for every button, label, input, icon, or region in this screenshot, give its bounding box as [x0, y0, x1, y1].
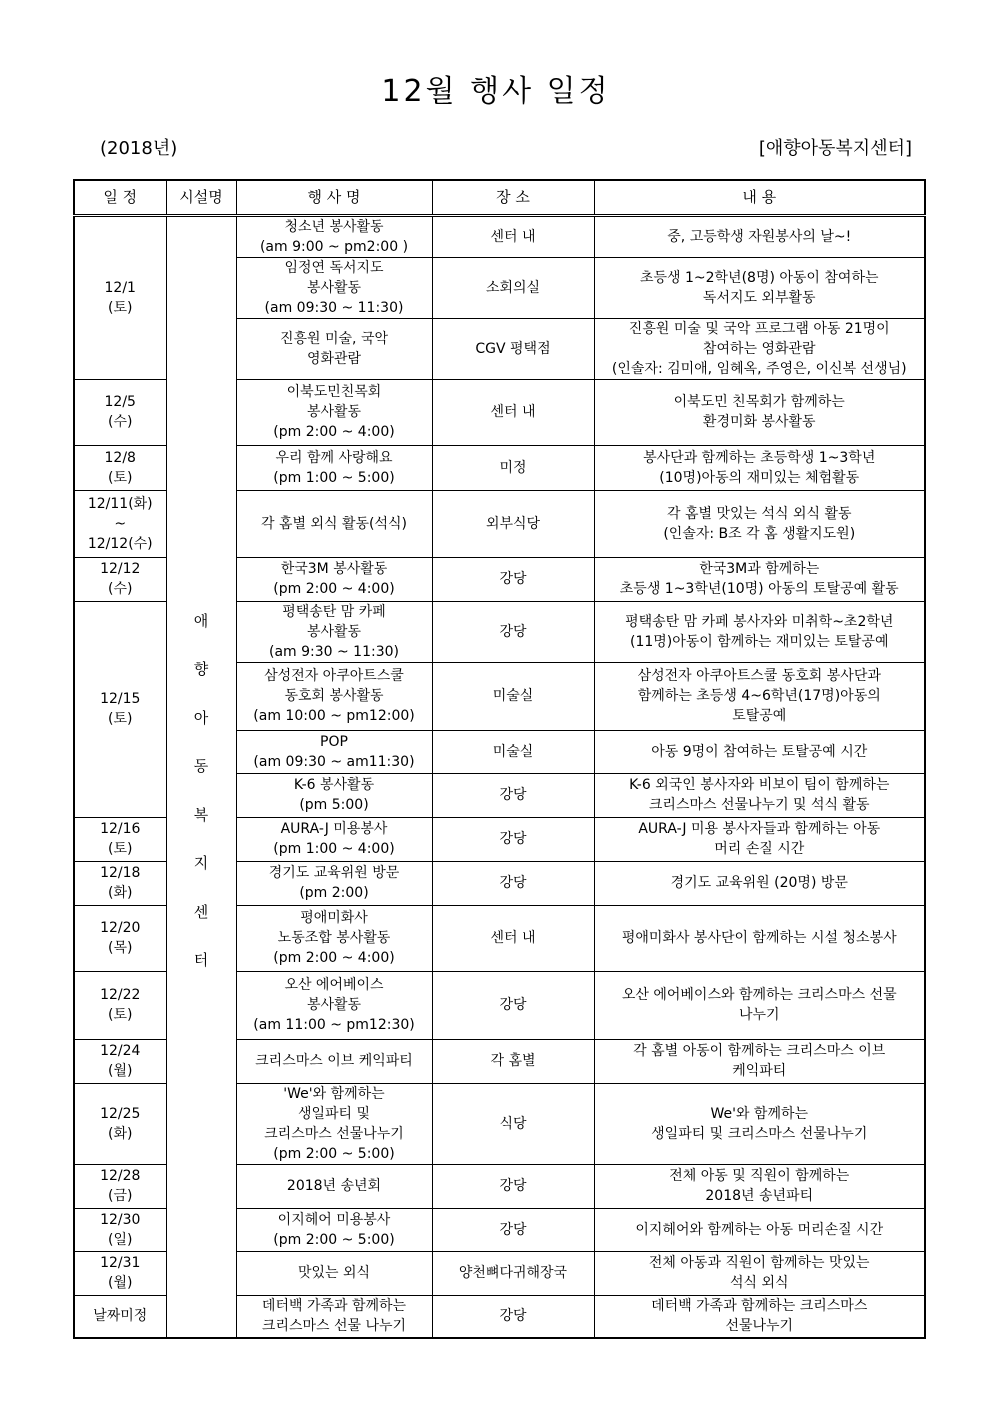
date-line: (월) — [108, 1063, 133, 1079]
date-cell — [74, 1208, 166, 1251]
date-cell — [74, 1251, 166, 1295]
content-line: 한국3M과 함께하는 — [699, 561, 820, 577]
event-name-cell — [236, 730, 432, 773]
event-name-line: AURA-J 미용봉사 — [280, 821, 388, 837]
event-name-line: 봉사활동 — [306, 279, 362, 296]
place-cell: 센터 내 — [432, 215, 594, 257]
event-name-line: 평애미화사 — [300, 910, 368, 926]
year-label: (2018년) — [100, 138, 178, 159]
event-name-cell — [236, 490, 432, 557]
event-name-line: 우리 함께 사랑해요 — [275, 449, 393, 466]
content-line: 토탈공예 — [732, 708, 787, 724]
date-line: 12/30 — [100, 1211, 141, 1228]
event-name-line: 오산 에어베이스 — [284, 977, 384, 993]
event-name-line: 영화관람 — [306, 350, 362, 367]
event-name-line: 크리스마스 선물나누기 — [264, 1125, 404, 1142]
event-name-cell — [236, 1083, 432, 1164]
event-name-line: 진흥원 미술, 국악 — [279, 330, 389, 347]
event-name-line: POP — [320, 733, 348, 750]
header-row — [74, 180, 925, 215]
event-name-line: K-6 봉사활동 — [293, 777, 375, 793]
content-line: (10명)아동의 재미있는 체험활동 — [659, 469, 860, 486]
content-cell — [594, 379, 925, 445]
place-cell: 강당 — [432, 861, 594, 905]
facility-char: 센 — [193, 902, 209, 921]
date-cell — [74, 379, 166, 445]
place-cell: 식당 — [432, 1083, 594, 1164]
content-line: 평택송탄 맘 카페 봉사자와 미취학~초2학년 — [625, 613, 894, 630]
event-name-line: 2018년 송년회 — [286, 1178, 382, 1194]
event-name-line: 크리스마스 이브 케익파티 — [255, 1053, 413, 1069]
content-cell — [594, 215, 925, 257]
date-line: 12/16 — [100, 821, 141, 837]
event-name-line: (am 10:00 ~ pm12:00) — [253, 708, 415, 724]
content-cell — [594, 861, 925, 905]
facility-char: 아 — [193, 708, 209, 727]
content-cell — [594, 490, 925, 557]
content-cell — [594, 557, 925, 601]
event-name-line: (pm 2:00 ~ 4:00) — [273, 424, 395, 440]
content-line: 나누기 — [738, 1007, 780, 1023]
event-name-cell — [236, 662, 432, 730]
date-line: 12/11(화) — [87, 495, 153, 512]
content-line: 데터백 가족과 함께하는 크리스마스 — [651, 1298, 868, 1315]
content-line: 이지헤어와 함께하는 아동 머리손질 시간 — [635, 1221, 884, 1238]
event-name-line: 봉사활동 — [306, 997, 362, 1013]
content-cell — [594, 773, 925, 817]
date-line: (일) — [108, 1231, 133, 1248]
event-name-line: 경기도 교육위원 방문 — [268, 865, 400, 881]
date-line: 12/1 — [104, 279, 136, 296]
content-cell — [594, 817, 925, 861]
place-cell: 강당 — [432, 601, 594, 662]
header-date: 일 정 — [74, 180, 166, 215]
content-line: 석식 외식 — [729, 1275, 789, 1291]
date-line: 12/24 — [100, 1043, 141, 1059]
content-line: 케익파티 — [732, 1063, 787, 1079]
date-cell — [74, 1083, 166, 1164]
date-line: 날짜미정 — [93, 1308, 148, 1325]
content-cell — [594, 1164, 925, 1208]
content-line: 진흥원 미술 및 국악 프로그램 아동 21명이 — [628, 320, 890, 337]
organization-label: [애향아동복지센터] — [758, 138, 912, 159]
date-line: (토) — [108, 469, 133, 486]
place-cell: 미술실 — [432, 662, 594, 730]
page-title: 12월 행사 일정 — [381, 74, 611, 109]
date-line: 12/31 — [100, 1255, 141, 1271]
date-line: 12/18 — [100, 865, 141, 881]
content-line: 평애미화사 봉사단이 함께하는 시설 청소봉사 — [621, 930, 897, 946]
facility-char: 향 — [193, 660, 209, 678]
content-cell — [594, 1039, 925, 1083]
event-name-line: (pm 2:00 ~ 4:00) — [273, 950, 395, 966]
place-cell: 소회의실 — [432, 257, 594, 318]
event-name-cell — [236, 1039, 432, 1083]
content-cell — [594, 1251, 925, 1295]
content-line: 전체 아동과 직원이 함께하는 맛있는 — [648, 1255, 870, 1271]
content-line: 각 홈별 맛있는 석식 외식 활동 — [666, 505, 852, 522]
event-name-line: 임정연 독서지도 — [284, 259, 384, 276]
event-name-line: 생일파티 및 — [297, 1105, 371, 1122]
date-line: 12/25 — [100, 1105, 141, 1122]
place-cell: CGV 평택점 — [432, 318, 594, 379]
date-line: 12/12 — [100, 561, 141, 577]
content-line: (인솔자: 김미애, 임혜옥, 주영은, 이신복 선생님) — [611, 360, 907, 377]
date-line: (목) — [108, 940, 133, 956]
event-name-line: (am 09:30 ~ am11:30) — [253, 753, 415, 770]
content-line: 2018년 송년파티 — [705, 1188, 814, 1204]
facility-char: 동 — [193, 757, 209, 775]
content-line: 전체 아동 및 직원이 함께하는 — [669, 1168, 850, 1184]
content-line: 오산 에어베이스와 함께하는 크리스마스 선물 — [621, 987, 897, 1003]
event-name-line: 데터백 가족과 함께하는 — [261, 1298, 407, 1315]
content-line: 선물나누기 — [725, 1318, 794, 1335]
content-line: 독서지도 외부활동 — [702, 289, 816, 306]
event-name-cell — [236, 1164, 432, 1208]
content-line: K-6 외국인 봉사자와 비보이 팀이 함께하는 — [629, 777, 890, 793]
event-name-line: (pm 1:00 ~ 5:00) — [273, 469, 395, 486]
content-cell — [594, 318, 925, 379]
event-name-line: 이지헤어 미용봉사 — [277, 1211, 391, 1228]
content-line: 참여하는 영화관람 — [702, 340, 816, 357]
date-line: (월) — [108, 1275, 133, 1291]
content-line: 아동 9명이 참여하는 토탈공예 시간 — [651, 743, 868, 760]
place-cell: 외부식당 — [432, 490, 594, 557]
date-line: (금) — [108, 1188, 133, 1204]
event-name-line: (am 09:30 ~ 11:30) — [264, 299, 404, 316]
date-line: 12/15 — [100, 691, 141, 707]
content-line: (11명)아동이 함께하는 재미있는 토탈공예 — [630, 633, 889, 650]
event-schedule-table — [73, 179, 926, 1339]
date-line: 12/28 — [100, 1168, 141, 1184]
header-place: 장 소 — [432, 180, 594, 215]
event-name-line: 동호회 봉사활동 — [284, 688, 384, 704]
date-line: (토) — [108, 299, 133, 316]
date-line: 12/22 — [100, 987, 141, 1003]
content-cell — [594, 445, 925, 490]
event-name-line: (pm 2:00 ~ 5:00) — [273, 1145, 395, 1162]
place-cell: 양천뼈다귀해장국 — [432, 1251, 594, 1295]
place-cell: 강당 — [432, 817, 594, 861]
date-line: (수) — [108, 581, 133, 597]
date-line: 12/5 — [104, 394, 136, 410]
facility-char: 복 — [193, 805, 209, 824]
content-line: 초등생 1~3학년(10명) 아동의 토탈공예 활동 — [619, 581, 899, 597]
content-line: We'와 함께하는 — [710, 1105, 809, 1122]
place-cell: 강당 — [432, 971, 594, 1039]
event-name-line: 크리스마스 선물 나누기 — [261, 1318, 407, 1335]
event-name-cell — [236, 1208, 432, 1251]
facility-char: 터 — [193, 951, 209, 969]
content-line: (인솔자: B조 각 홈 생활지도원) — [663, 525, 856, 542]
content-line: 중, 고등학생 자원봉사의 날~! — [667, 228, 852, 245]
date-line: (화) — [108, 885, 133, 901]
event-name-line: (pm 1:00 ~ 4:00) — [273, 841, 395, 857]
date-cell — [74, 817, 166, 861]
date-line: ~ — [114, 515, 127, 532]
date-cell — [74, 601, 166, 817]
content-cell — [594, 905, 925, 971]
content-cell — [594, 662, 925, 730]
content-line: 머리 손질 시간 — [714, 841, 805, 857]
content-line: 봉사단과 함께하는 초등학생 1~3학년 — [643, 449, 876, 466]
event-name-line: 봉사활동 — [306, 404, 362, 420]
date-line: (토) — [108, 1007, 133, 1023]
date-line: (토) — [108, 841, 133, 857]
content-line: 초등생 1~2학년(8명) 아동이 참여하는 — [639, 269, 879, 286]
table-row — [74, 215, 925, 257]
date-cell — [74, 490, 166, 557]
date-cell — [74, 1039, 166, 1083]
event-name-line: (am 9:00 ~ pm2:00 ) — [259, 238, 409, 255]
content-cell — [594, 257, 925, 318]
event-name-line: (am 11:00 ~ pm12:30) — [253, 1017, 415, 1033]
content-line: 각 홈별 아동이 함께하는 크리스마스 이브 — [633, 1043, 886, 1059]
event-name-cell — [236, 971, 432, 1039]
facility-char: 지 — [193, 854, 209, 872]
date-cell — [74, 445, 166, 490]
place-cell: 강당 — [432, 557, 594, 601]
event-name-line: 한국3M 봉사활동 — [280, 561, 388, 577]
date-cell — [74, 905, 166, 971]
date-cell — [74, 1295, 166, 1338]
facility-char: 애 — [193, 611, 209, 630]
date-line: 12/8 — [104, 449, 136, 466]
event-name-cell — [236, 1251, 432, 1295]
event-name-line: 봉사활동 — [306, 623, 362, 640]
event-name-cell — [236, 601, 432, 662]
date-line: (토) — [108, 711, 133, 727]
content-line: 환경미화 봉사활동 — [702, 414, 816, 430]
place-cell: 센터 내 — [432, 379, 594, 445]
place-cell: 강당 — [432, 773, 594, 817]
event-name-cell — [236, 445, 432, 490]
date-line: (수) — [108, 414, 133, 430]
event-name-line: 노동조합 봉사활동 — [277, 930, 391, 946]
event-name-cell — [236, 557, 432, 601]
event-name-line: 맛있는 외식 — [297, 1265, 371, 1281]
content-line: AURA-J 미용 봉사자들과 함께하는 아동 — [638, 821, 881, 837]
event-name-cell — [236, 379, 432, 445]
header-event-name: 행 사 명 — [236, 180, 432, 215]
content-cell — [594, 601, 925, 662]
date-line: (화) — [108, 1125, 133, 1142]
event-name-cell — [236, 257, 432, 318]
header-content: 내 용 — [594, 180, 925, 215]
date-line: 12/20 — [100, 920, 141, 936]
content-line: 생일파티 및 크리스마스 선물나누기 — [651, 1125, 868, 1142]
event-name-line: 평택송탄 맘 카페 — [282, 603, 386, 620]
place-cell: 강당 — [432, 1295, 594, 1338]
event-name-cell — [236, 817, 432, 861]
header-facility: 시설명 — [166, 180, 236, 215]
event-name-line: 이북도민친목회 — [286, 384, 382, 400]
date-cell — [74, 215, 166, 379]
content-cell — [594, 730, 925, 773]
event-name-line: 청소년 봉사활동 — [284, 218, 384, 235]
content-line: 삼성전자 아쿠아트스쿨 동호회 봉사단과 — [637, 668, 881, 684]
date-cell — [74, 1164, 166, 1208]
event-name-line: (pm 5:00) — [299, 797, 369, 813]
event-name-line: 'We'와 함께하는 — [283, 1085, 385, 1102]
event-name-cell — [236, 861, 432, 905]
content-line: 함께하는 초등생 4~6학년(17명)아동의 — [637, 688, 881, 704]
event-name-cell — [236, 215, 432, 257]
place-cell: 강당 — [432, 1208, 594, 1251]
event-name-line: 각 홈별 외식 활동(석식) — [261, 515, 407, 532]
event-name-cell — [236, 905, 432, 971]
event-name-cell — [236, 773, 432, 817]
event-name-line: (pm 2:00 ~ 5:00) — [273, 1231, 395, 1248]
date-cell — [74, 861, 166, 905]
content-line: 경기도 교육위원 (20명) 방문 — [670, 875, 848, 891]
event-name-cell — [236, 1295, 432, 1338]
content-cell — [594, 971, 925, 1039]
content-cell — [594, 1208, 925, 1251]
content-line: 이북도민 친목회가 함께하는 — [673, 394, 845, 410]
content-line: 크리스마스 선물나누기 및 석식 활동 — [648, 797, 870, 813]
event-name-line: (pm 2:00) — [299, 885, 369, 901]
event-name-line: (pm 2:00 ~ 4:00) — [273, 581, 395, 597]
place-cell: 센터 내 — [432, 905, 594, 971]
place-cell: 미술실 — [432, 730, 594, 773]
event-name-line: 삼성전자 아쿠아트스쿨 — [264, 668, 404, 684]
date-cell — [74, 971, 166, 1039]
date-cell — [74, 557, 166, 601]
date-line: 12/12(수) — [87, 535, 153, 552]
place-cell: 각 홈별 — [432, 1039, 594, 1083]
event-name-line: (am 9:30 ~ 11:30) — [268, 643, 399, 660]
event-name-cell — [236, 318, 432, 379]
facility-cell — [166, 215, 236, 1338]
place-cell: 미정 — [432, 445, 594, 490]
content-cell — [594, 1083, 925, 1164]
place-cell: 강당 — [432, 1164, 594, 1208]
content-cell — [594, 1295, 925, 1338]
